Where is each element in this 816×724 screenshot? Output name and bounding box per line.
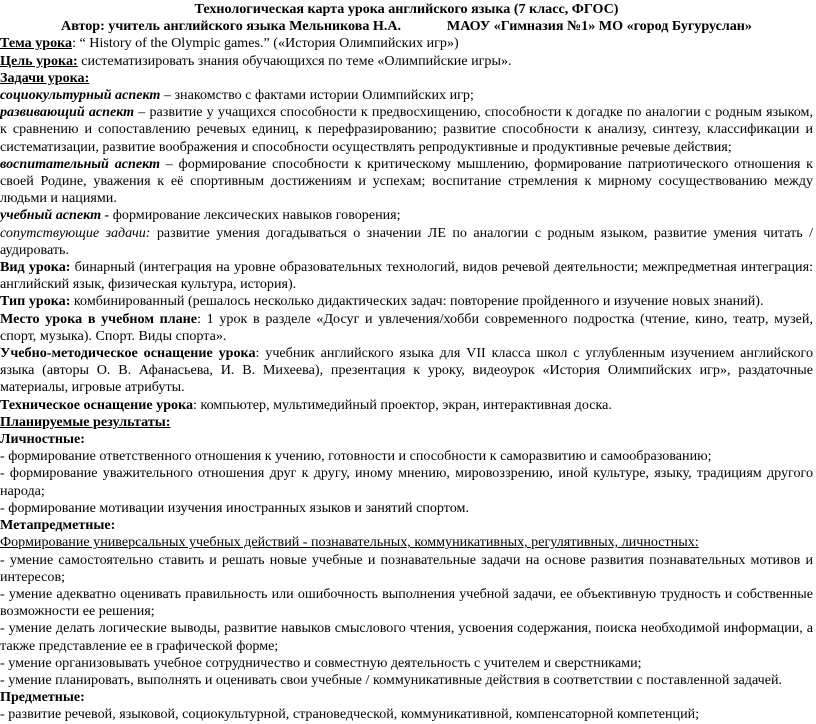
personal-item: - формирование ответственного отношения к учению, готовности и способности к саморазвитию и самообразованию; <box>0 448 712 465</box>
meta-item: - умение адекватно оценивать правильность или ошибочность выполнения учебной задачи, ее объективную трудность и собственные возможности ее решения; <box>0 585 813 620</box>
tech-equipment-value: : компьютер, мультимедийный проектор, экран, интерактивная доска. <box>193 396 612 413</box>
lesson-place <box>0 311 813 345</box>
results-heading: Планируемые результаты: <box>0 413 171 430</box>
topic-value: : “ History of the Olympic games.” («История Олимпийских игр») <box>72 35 459 52</box>
lesson-place-label: Место урока в учебном плане <box>0 310 198 327</box>
task-socio-text: – знакомство с фактами истории Олимпийских игр; <box>160 87 474 104</box>
task-accomp-label: сопутствующие задачи: <box>0 224 151 241</box>
task-dev <box>0 104 813 156</box>
method-equipment <box>0 345 813 397</box>
lesson-type <box>0 293 813 310</box>
meta-subheading: Формирование универсальных учебных действий - познавательных, коммуникативных, регулятивных, личностных: <box>0 534 699 551</box>
lesson-place-value: : 1 урок в разделе «Досуг и увлечения/хобби современного подростка (чтение, кино, театр, музей, спорт, музыка). Спорт. Виды спорта». <box>0 310 814 344</box>
task-dev-label: развивающий аспект <box>0 104 135 121</box>
task-accomp <box>0 225 813 259</box>
document-page <box>0 1 816 723</box>
task-study <box>0 207 813 224</box>
personal-item: - формирование уважительного отношения друг к другу, иному мнению, мировоззрению, иной культуре, языку, традициям другого народа; <box>0 465 813 499</box>
meta-item: - умение планировать, выполнять и оценивать свои учебные / коммуникативные действия в соответствии с поставленной задачей. <box>0 671 783 688</box>
goal-value: систематизировать знания обучающихся по теме «Олимпийские игры». <box>77 52 512 69</box>
task-socio-label: социокультурный аспект <box>0 87 161 104</box>
lesson-kind-label: Вид урока: <box>0 259 71 276</box>
author-line <box>0 18 813 35</box>
tech-equipment <box>0 397 813 414</box>
meta-heading: Метапредметные: <box>0 517 116 534</box>
personal-item: - формирование мотивации изучения иностранных языков и занятий спортом. <box>0 499 469 516</box>
lesson-type-value: комбинированный (решалось несколько дидактических задач: повторение пройденного и изучение новых знаний). <box>70 293 764 310</box>
goal-line <box>0 53 813 70</box>
tech-equipment-label: Техническое оснащение урока <box>0 396 194 413</box>
task-study-label: учебный аспект - <box>0 207 110 224</box>
subject-item: - развитие речевой, языковой, социокультурной, страноведческой, коммуникативной, компенсаторной компетенций; <box>0 706 700 723</box>
school: МАОУ «Гимназия №1» МО «город Бугуруслан» <box>446 18 752 35</box>
meta-item: - умение организовывать учебное сотрудничество и совместную деятельность с учителем и сверстниками; <box>0 654 642 671</box>
lesson-kind-value: бинарный (интеграция на уровне образовательных технологий, видов речевой деятельности; межпредметная интеграция: английский язык, физическая культура, история). <box>0 259 813 293</box>
author: Автор: учитель английского языка Мельникова Н.А. <box>61 18 402 35</box>
subject-heading: Предметные: <box>0 689 85 706</box>
topic-line <box>0 35 813 52</box>
topic-label: Тема урока <box>0 35 73 52</box>
lesson-type-label: Тип урока: <box>0 293 71 310</box>
task-edu-text: – формирование способности к критическому мышлению, формирование патриотического отношения к своей Родине, уважения к её спортивным достижениям и успехам; воспитание стремления к мирному сосуществованию между людьми и нациями. <box>0 155 813 207</box>
task-dev-text: – развитие у учащихся способности к предвосхищению, способности к догадке по аналогии с родным языком, к сравнению и сопоставлению речевых единиц, к перефразированию; развитие способности к анализу, синтезу, классификации и систематизации, развитие воображения и способности осуществлять репродуктивные и продуктивные речевые действия; <box>0 104 813 155</box>
meta-item: - умение делать логические выводы, развитие навыков смыслового чтения, усвоения содержания, поиска необходимой информации, а также представление ее в графической форме; <box>0 620 813 654</box>
personal-heading: Личностные: <box>0 431 85 448</box>
document-title: Технологическая карта урока английского языка (7 класс, ФГОС) <box>194 1 619 17</box>
tasks-heading: Задачи урока: <box>0 69 90 86</box>
task-edu <box>0 156 813 208</box>
meta-item: - умение самостоятельно ставить и решать новые учебные и познавательные задачи на основе развития познавательных мотивов и интересов; <box>0 551 813 585</box>
task-edu-label: воспитательный аспект <box>0 155 161 172</box>
task-accomp-text: развитие умения догадываться о значении ЛЕ по аналогии с родным языком, развитие умения читать / аудировать. <box>0 224 813 258</box>
task-socio <box>0 87 813 104</box>
method-equipment-label: Учебно-методическое оснащение урока <box>0 345 256 362</box>
lesson-kind <box>0 259 813 293</box>
method-equipment-value: : учебник английского языка для VII класса школ с углубленным изучением английского языка (авторы О. В. Афанасьева, И. В. Михеева), презентация к уроку, видеоурок «История Олимпийских игр», раздаточные материалы, игровые атрибуты. <box>0 345 813 396</box>
task-study-text: формирование лексических навыков говорения; <box>109 207 401 224</box>
goal-label: Цель урока: <box>0 52 78 69</box>
